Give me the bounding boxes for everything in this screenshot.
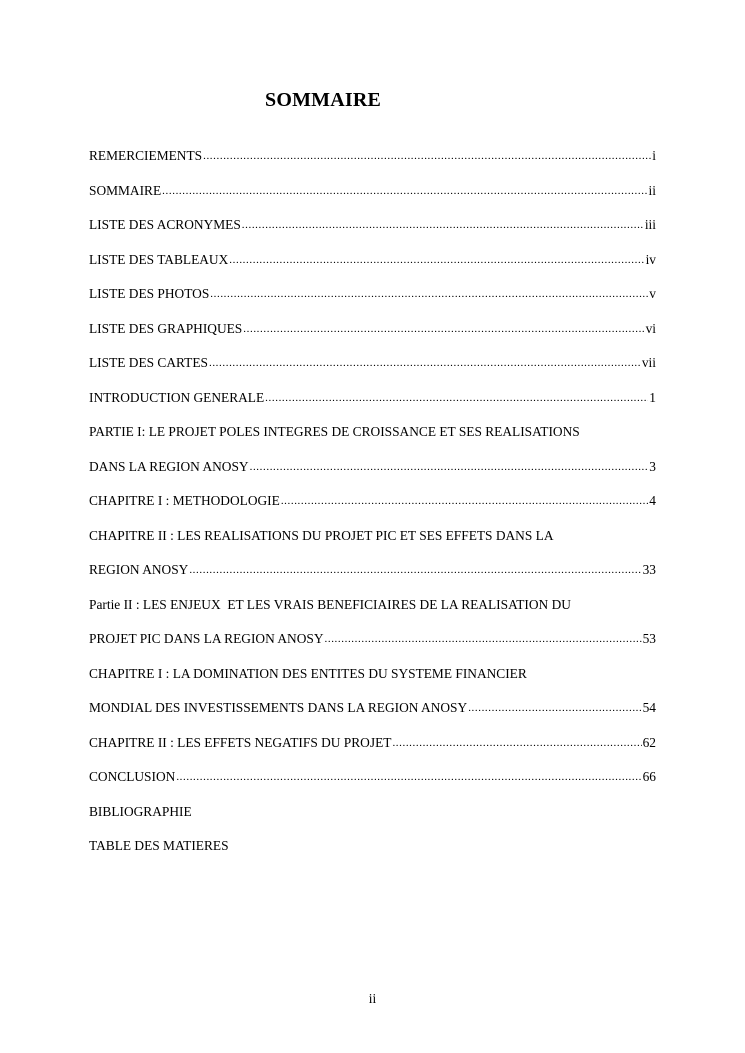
toc-entry-page: i	[652, 148, 656, 163]
dot-leader	[162, 181, 647, 201]
page-number: ii	[368, 991, 377, 1006]
toc-entry-label: LISTE DES ACRONYMES	[89, 217, 241, 232]
toc-entry-partie-2[interactable]	[89, 595, 656, 630]
dot-leader	[250, 457, 649, 477]
toc-entry-remerciements[interactable]	[89, 146, 656, 181]
toc-entry-label: DANS LA REGION ANOSY	[89, 458, 249, 474]
toc-entry-introduction[interactable]	[89, 388, 656, 423]
toc-entry-chapitre-1-domination-cont[interactable]	[89, 698, 656, 733]
toc-entry-label: LISTE DES CARTES	[89, 355, 208, 370]
toc-entry-label: REGION ANOSY	[89, 562, 189, 577]
toc-entry-label: INTRODUCTION GENERALE	[89, 389, 265, 405]
toc-entry-chapitre-1-methodologie[interactable]	[89, 491, 656, 526]
toc-entry-bibliographie[interactable]	[89, 802, 656, 837]
dot-leader	[325, 629, 642, 649]
toc-entry-page: vii	[641, 355, 656, 370]
toc-entry-label: CHAPITRE II : LES REALISATIONS DU PROJET PIC ET SES EFFETS DANS LA	[89, 527, 554, 543]
toc-entry-page: vi	[645, 320, 656, 336]
toc-entry-label: REMERCIEMENTS	[89, 148, 203, 163]
toc-entry-partie-1[interactable]	[89, 422, 656, 457]
toc-entry-label: PROJET PIC DANS LA REGION ANOSY	[89, 631, 324, 646]
dot-leader	[203, 146, 651, 166]
toc-entry-page: 1	[649, 389, 656, 405]
toc-entry-label: LISTE DES TABLEAUX	[89, 251, 229, 267]
dot-leader	[210, 284, 648, 304]
toc-entry-page: 62	[642, 734, 656, 750]
table-of-contents	[89, 146, 656, 871]
toc-entry-page: 33	[642, 562, 656, 577]
toc-entry-label: CHAPITRE I : METHODOLOGIE	[89, 493, 280, 508]
toc-entry-liste-tableaux[interactable]	[89, 250, 656, 285]
dot-leader	[242, 215, 644, 235]
toc-entry-label: CONCLUSION	[89, 769, 176, 784]
dot-leader	[229, 250, 644, 270]
toc-entry-page: iv	[645, 251, 656, 267]
dot-leader	[281, 491, 648, 511]
toc-entry-page: 66	[642, 769, 656, 784]
toc-entry-label: CHAPITRE II : LES EFFETS NEGATIFS DU PROJET	[89, 734, 392, 750]
toc-entry-label: CHAPITRE I : LA DOMINATION DES ENTITES DU SYSTEME FINANCIER	[89, 665, 527, 681]
toc-entry-label: LISTE DES PHOTOS	[89, 286, 210, 301]
toc-entry-chapitre-1-domination[interactable]	[89, 664, 656, 699]
dot-leader	[209, 353, 641, 373]
toc-entry-liste-acronymes[interactable]	[89, 215, 656, 250]
toc-entry-label: BIBLIOGRAPHIE	[89, 803, 192, 819]
toc-entry-partie-1-cont[interactable]	[89, 457, 656, 492]
toc-entry-page: v	[649, 286, 656, 301]
toc-entry-page: ii	[648, 182, 656, 198]
toc-entry-page: 3	[649, 458, 656, 474]
toc-entry-chapitre-2-realisations[interactable]	[89, 526, 656, 561]
dot-leader	[468, 698, 641, 718]
toc-entry-page: 4	[649, 493, 656, 508]
toc-entry-label: TABLE DES MATIERES	[89, 838, 229, 853]
toc-entry-page: 53	[642, 631, 656, 646]
toc-entry-liste-graphiques[interactable]	[89, 319, 656, 354]
page-title: SOMMAIRE	[265, 89, 382, 111]
toc-entry-label: Partie II : LES ENJEUX ET LES VRAIS BENEFICIAIRES DE LA REALISATION DU	[89, 596, 571, 612]
dot-leader	[243, 319, 644, 339]
toc-entry-label: PARTIE I: LE PROJET POLES INTEGRES DE CROISSANCE ET SES REALISATIONS	[89, 424, 580, 439]
toc-entry-table-matieres[interactable]	[89, 836, 656, 871]
toc-entry-page: iii	[644, 217, 656, 232]
toc-entry-page: 54	[642, 700, 656, 715]
dot-leader	[176, 767, 641, 787]
toc-entry-conclusion[interactable]	[89, 767, 656, 802]
toc-entry-liste-photos[interactable]	[89, 284, 656, 319]
toc-entry-label: LISTE DES GRAPHIQUES	[89, 320, 243, 336]
toc-entry-chapitre-2-effets[interactable]	[89, 733, 656, 768]
toc-entry-liste-cartes[interactable]	[89, 353, 656, 388]
toc-entry-sommaire[interactable]	[89, 181, 656, 216]
toc-entry-chapitre-2-realisations-cont[interactable]	[89, 560, 656, 595]
dot-leader	[392, 733, 641, 753]
dot-leader	[189, 560, 641, 580]
toc-entry-label: MONDIAL DES INVESTISSEMENTS DANS LA REGION ANOSY	[89, 700, 468, 715]
dot-leader	[265, 388, 648, 408]
toc-entry-partie-2-cont[interactable]	[89, 629, 656, 664]
toc-entry-label: SOMMAIRE	[89, 182, 162, 198]
